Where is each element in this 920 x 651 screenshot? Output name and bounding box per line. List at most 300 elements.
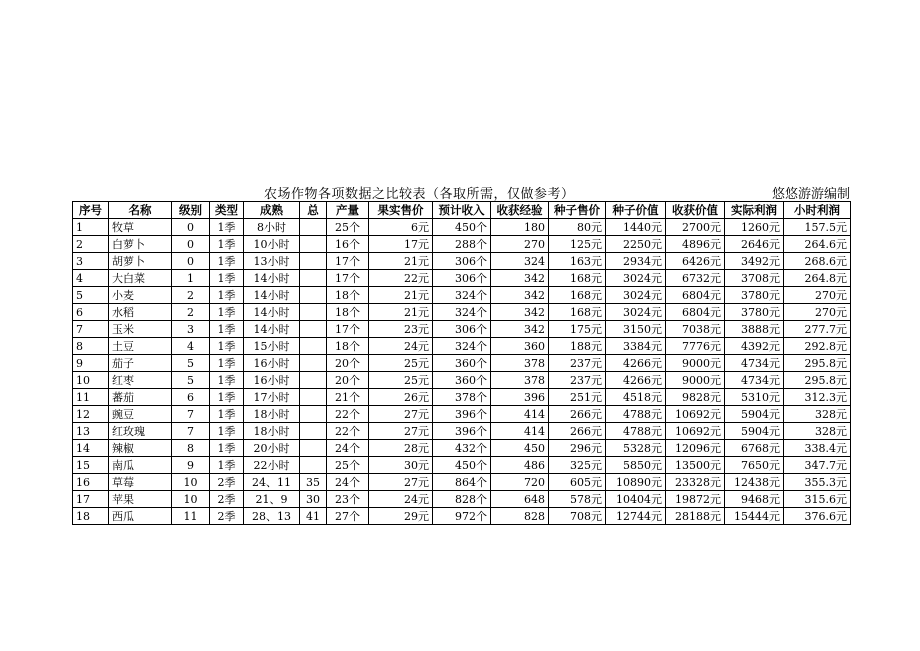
table-cell: 12744元 [606, 508, 666, 525]
table-cell: 41 [300, 508, 327, 525]
table-cell: 27元 [369, 474, 433, 491]
table-cell: 1季 [210, 457, 244, 474]
table-cell: 23个 [327, 491, 369, 508]
table-cell: 4788元 [606, 423, 666, 440]
author-label: 悠悠游游编制 [771, 187, 850, 202]
table-cell: 13500元 [666, 457, 725, 474]
table-row [73, 491, 851, 508]
table-cell: 21、9 [244, 491, 300, 508]
table-cell: 23328元 [666, 474, 725, 491]
table-cell: 7650元 [725, 457, 784, 474]
table-row [73, 372, 851, 389]
table-cell: 9828元 [666, 389, 725, 406]
table-cell [300, 270, 327, 287]
table-cell: 玉米 [109, 321, 172, 338]
table-cell: 6426元 [666, 253, 725, 270]
table-cell: 27个 [327, 508, 369, 525]
table-row [73, 338, 851, 355]
table-cell: 486 [491, 457, 549, 474]
table-cell: 24个 [327, 440, 369, 457]
table-cell: 175元 [549, 321, 606, 338]
table-cell: 9468元 [725, 491, 784, 508]
table-cell: 1季 [210, 389, 244, 406]
column-header: 收获价值 [666, 202, 725, 219]
table-cell: 20小时 [244, 440, 300, 457]
table-cell: 17个 [327, 270, 369, 287]
table-cell: 360个 [433, 355, 491, 372]
table-cell: 708元 [549, 508, 606, 525]
table-cell: 1季 [210, 304, 244, 321]
table-row [73, 474, 851, 491]
table-cell: 西瓜 [109, 508, 172, 525]
table-cell: 376.6元 [784, 508, 851, 525]
column-header: 小时利润 [784, 202, 851, 219]
table-cell: 295.8元 [784, 372, 851, 389]
table-cell: 1季 [210, 270, 244, 287]
table-cell: 163元 [549, 253, 606, 270]
table-cell: 5328元 [606, 440, 666, 457]
table-cell: 白萝卜 [109, 236, 172, 253]
table-cell: 蕃茄 [109, 389, 172, 406]
table-cell: 80元 [549, 219, 606, 236]
table-row [73, 236, 851, 253]
table-row [73, 270, 851, 287]
table-cell: 972个 [433, 508, 491, 525]
table-cell: 157.5元 [784, 219, 851, 236]
table-cell: 1季 [210, 338, 244, 355]
table-cell: 347.7元 [784, 457, 851, 474]
table-cell: 266元 [549, 423, 606, 440]
table-cell: 24元 [369, 338, 433, 355]
table-cell: 3024元 [606, 287, 666, 304]
table-cell: 2646元 [725, 236, 784, 253]
table-cell: 432个 [433, 440, 491, 457]
table-cell: 6732元 [666, 270, 725, 287]
table-cell: 20个 [327, 372, 369, 389]
column-header: 级别 [172, 202, 210, 219]
table-cell: 6 [73, 304, 109, 321]
table-cell: 1季 [210, 423, 244, 440]
table-cell: 苹果 [109, 491, 172, 508]
table-cell: 24个 [327, 474, 369, 491]
table-cell: 17元 [369, 236, 433, 253]
table-cell: 1440元 [606, 219, 666, 236]
table-cell: 3 [172, 321, 210, 338]
table-cell: 25个 [327, 457, 369, 474]
column-header: 种子价值 [606, 202, 666, 219]
table-cell: 5 [172, 372, 210, 389]
column-header: 果实售价 [369, 202, 433, 219]
column-header: 类型 [210, 202, 244, 219]
table-cell: 10692元 [666, 406, 725, 423]
page-title: 农场作物各项数据之比较表（各取所需，仅做参考） [264, 187, 575, 202]
table-cell: 16 [73, 474, 109, 491]
table-cell: 3708元 [725, 270, 784, 287]
table-cell: 6元 [369, 219, 433, 236]
table-cell: 10890元 [606, 474, 666, 491]
table-cell: 22元 [369, 270, 433, 287]
table-cell: 18个 [327, 287, 369, 304]
table-cell: 14小时 [244, 321, 300, 338]
table-cell: 296元 [549, 440, 606, 457]
table-row [73, 287, 851, 304]
table-cell [300, 304, 327, 321]
table-row [73, 508, 851, 525]
table-cell: 1季 [210, 440, 244, 457]
table-cell [300, 406, 327, 423]
table-cell: 5904元 [725, 423, 784, 440]
table-cell: 306个 [433, 270, 491, 287]
table-cell: 5 [172, 355, 210, 372]
table-cell: 2季 [210, 491, 244, 508]
table-cell: 8 [73, 338, 109, 355]
table-cell: 10 [73, 372, 109, 389]
column-header: 产量 [327, 202, 369, 219]
table-cell: 2700元 [666, 219, 725, 236]
table-cell: 35 [300, 474, 327, 491]
table-cell: 7 [172, 406, 210, 423]
table-cell: 红枣 [109, 372, 172, 389]
table-cell: 25元 [369, 355, 433, 372]
header-row [73, 202, 851, 219]
table-cell: 342 [491, 321, 549, 338]
table-cell: 23元 [369, 321, 433, 338]
table-cell: 10404元 [606, 491, 666, 508]
table-cell: 414 [491, 406, 549, 423]
table-cell: 29元 [369, 508, 433, 525]
table-cell: 7 [73, 321, 109, 338]
table-cell: 27元 [369, 423, 433, 440]
table-cell: 168元 [549, 270, 606, 287]
table-cell: 红玫瑰 [109, 423, 172, 440]
table-cell: 1季 [210, 406, 244, 423]
table-cell: 18小时 [244, 406, 300, 423]
table-cell: 168元 [549, 304, 606, 321]
table-cell: 306个 [433, 253, 491, 270]
table-cell: 24、11 [244, 474, 300, 491]
table-cell: 2934元 [606, 253, 666, 270]
table-cell [300, 372, 327, 389]
title-row [72, 183, 850, 201]
table-cell: 378 [491, 372, 549, 389]
table-cell: 5 [73, 287, 109, 304]
table-cell: 168元 [549, 287, 606, 304]
table-cell: 30 [300, 491, 327, 508]
table-cell: 1季 [210, 355, 244, 372]
table-cell: 360个 [433, 372, 491, 389]
table-cell: 2250元 [606, 236, 666, 253]
table-cell: 1季 [210, 321, 244, 338]
column-header: 名称 [109, 202, 172, 219]
table-cell: 1季 [210, 287, 244, 304]
table-row [73, 253, 851, 270]
table-cell: 3780元 [725, 287, 784, 304]
table-cell [300, 321, 327, 338]
table-cell: 0 [172, 236, 210, 253]
table-cell: 2 [172, 287, 210, 304]
table-cell: 28188元 [666, 508, 725, 525]
table-cell: 324 [491, 253, 549, 270]
table-cell: 12 [73, 406, 109, 423]
table-cell: 324个 [433, 304, 491, 321]
table-cell: 茄子 [109, 355, 172, 372]
table-cell: 0 [172, 253, 210, 270]
table-cell: 小麦 [109, 287, 172, 304]
table-cell: 1 [172, 270, 210, 287]
table-cell: 5850元 [606, 457, 666, 474]
table-cell: 南瓜 [109, 457, 172, 474]
table-cell: 2季 [210, 508, 244, 525]
table-cell: 315.6元 [784, 491, 851, 508]
table-cell: 6804元 [666, 287, 725, 304]
table-cell: 4734元 [725, 372, 784, 389]
column-header: 种子售价 [549, 202, 606, 219]
table-cell: 266元 [549, 406, 606, 423]
table-cell: 辣椒 [109, 440, 172, 457]
table-cell: 125元 [549, 236, 606, 253]
table-cell: 10小时 [244, 236, 300, 253]
table-cell: 312.3元 [784, 389, 851, 406]
table-cell: 21元 [369, 304, 433, 321]
table-cell: 270元 [784, 287, 851, 304]
table-cell [300, 423, 327, 440]
table-cell: 2 [73, 236, 109, 253]
table-cell: 22个 [327, 423, 369, 440]
table-cell: 342 [491, 270, 549, 287]
table-cell: 17小时 [244, 389, 300, 406]
table-cell: 360 [491, 338, 549, 355]
table-cell: 21元 [369, 253, 433, 270]
table-cell: 大白菜 [109, 270, 172, 287]
table-cell: 17个 [327, 321, 369, 338]
table-cell: 11 [172, 508, 210, 525]
table-row [73, 440, 851, 457]
table-row [73, 423, 851, 440]
table-cell: 26元 [369, 389, 433, 406]
table-cell: 325元 [549, 457, 606, 474]
table-row [73, 321, 851, 338]
table-cell: 6768元 [725, 440, 784, 457]
table-cell: 7038元 [666, 321, 725, 338]
table-cell: 豌豆 [109, 406, 172, 423]
table-cell: 9000元 [666, 372, 725, 389]
table-cell: 450 [491, 440, 549, 457]
table-cell: 342 [491, 287, 549, 304]
table-cell: 277.7元 [784, 321, 851, 338]
table-cell: 24元 [369, 491, 433, 508]
table-cell [300, 440, 327, 457]
table-cell: 30元 [369, 457, 433, 474]
table-cell [300, 236, 327, 253]
table-cell: 288个 [433, 236, 491, 253]
table-cell: 6804元 [666, 304, 725, 321]
table-cell: 188元 [549, 338, 606, 355]
table-cell: 378个 [433, 389, 491, 406]
table-cell: 3492元 [725, 253, 784, 270]
table-cell: 12438元 [725, 474, 784, 491]
table-cell: 1 [73, 219, 109, 236]
table-cell: 5904元 [725, 406, 784, 423]
table-cell: 270元 [784, 304, 851, 321]
table-cell: 14小时 [244, 287, 300, 304]
table-cell: 4 [172, 338, 210, 355]
table-cell [300, 253, 327, 270]
table-cell: 3024元 [606, 304, 666, 321]
table-cell: 14 [73, 440, 109, 457]
table-cell: 864个 [433, 474, 491, 491]
table-cell: 648 [491, 491, 549, 508]
table-cell: 396个 [433, 406, 491, 423]
table-cell: 578元 [549, 491, 606, 508]
table-cell: 25个 [327, 219, 369, 236]
table-cell: 3150元 [606, 321, 666, 338]
table-cell: 1季 [210, 236, 244, 253]
table-cell: 21元 [369, 287, 433, 304]
table-cell: 396个 [433, 423, 491, 440]
column-header: 预计收入 [433, 202, 491, 219]
table-cell: 268.6元 [784, 253, 851, 270]
table-cell: 8 [172, 440, 210, 457]
table-cell: 1260元 [725, 219, 784, 236]
table-cell [300, 219, 327, 236]
table-cell: 1季 [210, 372, 244, 389]
table-cell: 14小时 [244, 270, 300, 287]
table-cell: 水稻 [109, 304, 172, 321]
table-cell: 18个 [327, 304, 369, 321]
table-cell: 2 [172, 304, 210, 321]
table-cell: 15444元 [725, 508, 784, 525]
table-cell: 4266元 [606, 355, 666, 372]
table-cell: 15 [73, 457, 109, 474]
table-cell: 18小时 [244, 423, 300, 440]
table-cell: 7776元 [666, 338, 725, 355]
table-cell: 土豆 [109, 338, 172, 355]
table-row [73, 389, 851, 406]
table-cell: 324个 [433, 338, 491, 355]
table-row [73, 219, 851, 236]
table-cell: 19872元 [666, 491, 725, 508]
table-cell: 17 [73, 491, 109, 508]
table-cell: 324个 [433, 287, 491, 304]
table-cell: 828 [491, 508, 549, 525]
table-cell: 396 [491, 389, 549, 406]
table-cell: 14小时 [244, 304, 300, 321]
table-cell: 450个 [433, 219, 491, 236]
table-cell: 328元 [784, 423, 851, 440]
table-row [73, 406, 851, 423]
table-cell: 28元 [369, 440, 433, 457]
table-cell: 21个 [327, 389, 369, 406]
table-cell [300, 287, 327, 304]
table-cell: 414 [491, 423, 549, 440]
table-cell: 9000元 [666, 355, 725, 372]
crop-comparison-table [72, 201, 851, 525]
table-cell [300, 355, 327, 372]
table-cell: 4788元 [606, 406, 666, 423]
table-cell: 10 [172, 491, 210, 508]
table-cell: 450个 [433, 457, 491, 474]
table-cell: 10692元 [666, 423, 725, 440]
table-cell: 378 [491, 355, 549, 372]
table-cell: 180 [491, 219, 549, 236]
table-cell: 1季 [210, 219, 244, 236]
column-header: 序号 [73, 202, 109, 219]
column-header: 总 [300, 202, 327, 219]
table-cell: 4392元 [725, 338, 784, 355]
table-cell: 18个 [327, 338, 369, 355]
table-cell: 牧草 [109, 219, 172, 236]
table-cell: 4266元 [606, 372, 666, 389]
table-cell: 25元 [369, 372, 433, 389]
table-cell: 1季 [210, 253, 244, 270]
table-cell: 3384元 [606, 338, 666, 355]
table-cell: 264.6元 [784, 236, 851, 253]
table-cell: 10 [172, 474, 210, 491]
table-cell: 264.8元 [784, 270, 851, 287]
table-cell [300, 389, 327, 406]
column-header: 收获经验 [491, 202, 549, 219]
table-cell: 22个 [327, 406, 369, 423]
table-cell: 16个 [327, 236, 369, 253]
table-cell: 270 [491, 236, 549, 253]
table-cell: 338.4元 [784, 440, 851, 457]
table-cell: 342 [491, 304, 549, 321]
table-cell: 720 [491, 474, 549, 491]
table-cell: 251元 [549, 389, 606, 406]
table-cell: 3780元 [725, 304, 784, 321]
table-row [73, 355, 851, 372]
table-row [73, 457, 851, 474]
table-cell: 0 [172, 219, 210, 236]
table-cell: 3 [73, 253, 109, 270]
table-cell: 11 [73, 389, 109, 406]
table-cell: 4 [73, 270, 109, 287]
table-cell: 4518元 [606, 389, 666, 406]
table-cell: 237元 [549, 355, 606, 372]
table-cell: 20个 [327, 355, 369, 372]
table-row [73, 304, 851, 321]
table-cell: 5310元 [725, 389, 784, 406]
table-cell: 胡萝卜 [109, 253, 172, 270]
table-cell: 292.8元 [784, 338, 851, 355]
table-cell [300, 338, 327, 355]
table-cell: 12096元 [666, 440, 725, 457]
column-header: 成熟 [244, 202, 300, 219]
table-cell: 草莓 [109, 474, 172, 491]
table-cell: 13小时 [244, 253, 300, 270]
table-cell: 22小时 [244, 457, 300, 474]
table-cell: 7 [172, 423, 210, 440]
table-cell: 17个 [327, 253, 369, 270]
table-cell: 306个 [433, 321, 491, 338]
table-cell: 4896元 [666, 236, 725, 253]
table-cell: 13 [73, 423, 109, 440]
table-cell: 9 [172, 457, 210, 474]
table-cell [300, 457, 327, 474]
table-cell: 3888元 [725, 321, 784, 338]
table-cell: 355.3元 [784, 474, 851, 491]
table-cell: 27元 [369, 406, 433, 423]
table-cell: 2季 [210, 474, 244, 491]
table-cell: 28、13 [244, 508, 300, 525]
table-cell: 237元 [549, 372, 606, 389]
table-cell: 8小时 [244, 219, 300, 236]
table-cell: 4734元 [725, 355, 784, 372]
table-cell: 16小时 [244, 372, 300, 389]
table-cell: 328元 [784, 406, 851, 423]
table-cell: 295.8元 [784, 355, 851, 372]
table-cell: 15小时 [244, 338, 300, 355]
